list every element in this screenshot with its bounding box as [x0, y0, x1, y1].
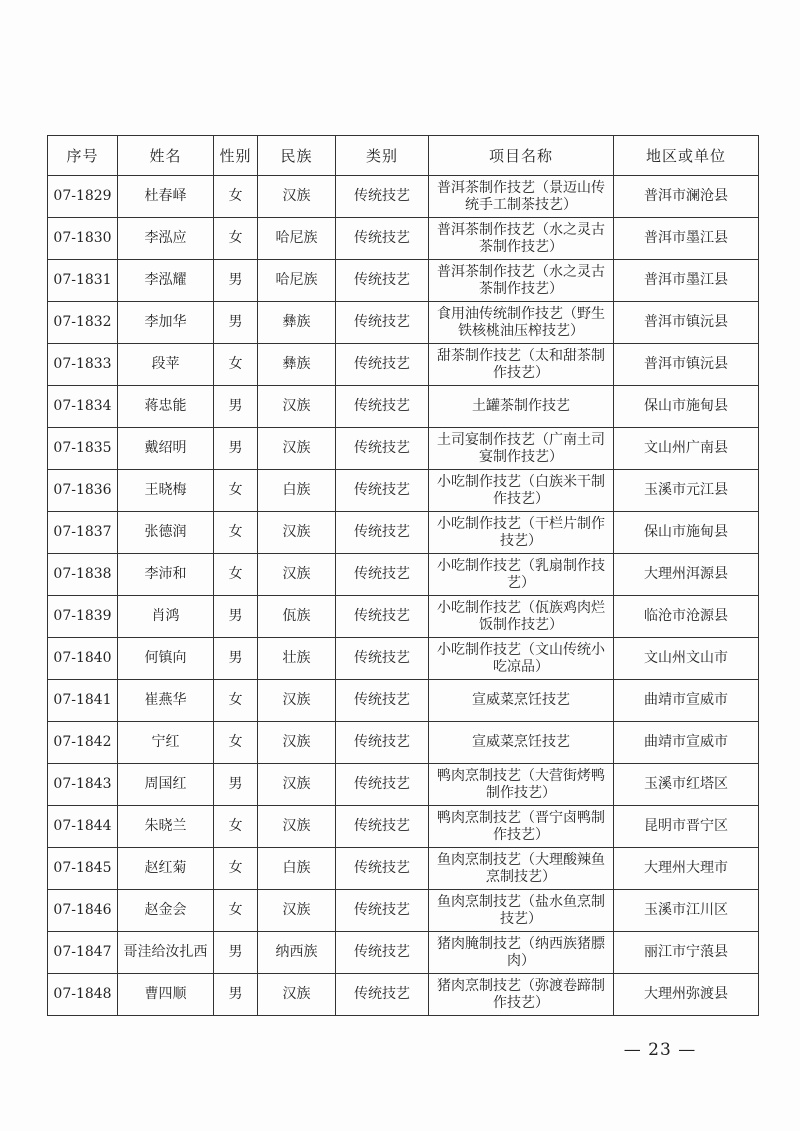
cell-category: 传统技艺: [336, 638, 429, 680]
cell-gender: 女: [214, 890, 258, 932]
cell-project: 鱼肉烹制技艺（大理酸辣鱼烹制技艺）: [429, 848, 614, 890]
table-row: [48, 638, 759, 680]
table-row: [48, 932, 759, 974]
cell-ethnicity: 汉族: [258, 764, 336, 806]
cell-project: 小吃制作技艺（佤族鸡肉烂饭制作技艺）: [429, 596, 614, 638]
page-number: — 23 —: [623, 1040, 697, 1060]
cell-name: 杜春峄: [118, 176, 214, 218]
cell-region: 普洱市澜沧县: [614, 176, 759, 218]
cell-region: 玉溪市江川区: [614, 890, 759, 932]
table-row: [48, 218, 759, 260]
cell-category: 传统技艺: [336, 344, 429, 386]
cell-project: 鸭肉烹制技艺（晋宁卤鸭制作技艺）: [429, 806, 614, 848]
table-row: [48, 764, 759, 806]
cell-category: 传统技艺: [336, 386, 429, 428]
cell-gender: 女: [214, 680, 258, 722]
inheritor-table: [47, 135, 759, 1016]
cell-project: 小吃制作技艺（乳扇制作技艺）: [429, 554, 614, 596]
cell-gender: 女: [214, 848, 258, 890]
cell-gender: 女: [214, 176, 258, 218]
cell-gender: 男: [214, 932, 258, 974]
cell-ethnicity: 汉族: [258, 680, 336, 722]
cell-project: 普洱茶制作技艺（水之灵古茶制作技艺）: [429, 260, 614, 302]
cell-name: 赵红菊: [118, 848, 214, 890]
cell-ethnicity: 汉族: [258, 428, 336, 470]
cell-project: 普洱茶制作技艺（景迈山传统手工制茶技艺）: [429, 176, 614, 218]
cell-project: 鱼肉烹制技艺（盐水鱼烹制技艺）: [429, 890, 614, 932]
cell-gender: 男: [214, 596, 258, 638]
cell-ethnicity: 汉族: [258, 806, 336, 848]
table-row: [48, 512, 759, 554]
cell-category: 传统技艺: [336, 512, 429, 554]
cell-region: 玉溪市元江县: [614, 470, 759, 512]
cell-region: 大理州洱源县: [614, 554, 759, 596]
cell-region: 普洱市镇沅县: [614, 302, 759, 344]
cell-region: 保山市施甸县: [614, 512, 759, 554]
cell-category: 传统技艺: [336, 302, 429, 344]
cell-gender: 男: [214, 764, 258, 806]
cell-category: 传统技艺: [336, 722, 429, 764]
cell-id: 07-1834: [48, 386, 118, 428]
cell-name: 周国红: [118, 764, 214, 806]
cell-id: 07-1848: [48, 974, 118, 1016]
cell-name: 赵金会: [118, 890, 214, 932]
cell-id: 07-1839: [48, 596, 118, 638]
cell-category: 传统技艺: [336, 428, 429, 470]
cell-ethnicity: 汉族: [258, 176, 336, 218]
cell-region: 保山市施甸县: [614, 386, 759, 428]
cell-ethnicity: 汉族: [258, 386, 336, 428]
table-row: [48, 890, 759, 932]
cell-region: 玉溪市红塔区: [614, 764, 759, 806]
cell-category: 传统技艺: [336, 554, 429, 596]
table-row: [48, 596, 759, 638]
cell-region: 普洱市镇沅县: [614, 344, 759, 386]
cell-gender: 女: [214, 722, 258, 764]
cell-gender: 女: [214, 512, 258, 554]
cell-gender: 女: [214, 470, 258, 512]
cell-ethnicity: 白族: [258, 848, 336, 890]
cell-name: 李泓耀: [118, 260, 214, 302]
cell-name: 戴绍明: [118, 428, 214, 470]
cell-project: 猪肉烹制技艺（弥渡卷蹄制作技艺）: [429, 974, 614, 1016]
cell-region: 普洱市墨江县: [614, 218, 759, 260]
cell-category: 传统技艺: [336, 848, 429, 890]
cell-ethnicity: 汉族: [258, 512, 336, 554]
cell-name: 李加华: [118, 302, 214, 344]
cell-project: 鸭肉烹制技艺（大营街烤鸭制作技艺）: [429, 764, 614, 806]
cell-id: 07-1847: [48, 932, 118, 974]
table-row: [48, 848, 759, 890]
header-category: 类别: [336, 136, 429, 176]
cell-project: 猪肉腌制技艺（纳西族猪膘肉）: [429, 932, 614, 974]
cell-ethnicity: 白族: [258, 470, 336, 512]
cell-region: 临沧市沧源县: [614, 596, 759, 638]
cell-category: 传统技艺: [336, 806, 429, 848]
cell-project: 宣威菜烹饪技艺: [429, 680, 614, 722]
cell-project: 小吃制作技艺（干栏片制作技艺）: [429, 512, 614, 554]
cell-project: 甜茶制作技艺（太和甜茶制作技艺）: [429, 344, 614, 386]
cell-name: 蒋忠能: [118, 386, 214, 428]
cell-region: 普洱市墨江县: [614, 260, 759, 302]
cell-region: 大理州大理市: [614, 848, 759, 890]
cell-category: 传统技艺: [336, 176, 429, 218]
cell-ethnicity: 汉族: [258, 974, 336, 1016]
table-row: [48, 806, 759, 848]
cell-id: 07-1838: [48, 554, 118, 596]
cell-name: 张德润: [118, 512, 214, 554]
cell-name: 李泓应: [118, 218, 214, 260]
cell-category: 传统技艺: [336, 596, 429, 638]
cell-gender: 女: [214, 806, 258, 848]
table-row: [48, 176, 759, 218]
header-ethnicity: 民族: [258, 136, 336, 176]
cell-ethnicity: 哈尼族: [258, 260, 336, 302]
cell-name: 宁红: [118, 722, 214, 764]
cell-ethnicity: 汉族: [258, 722, 336, 764]
cell-region: 昆明市晋宁区: [614, 806, 759, 848]
cell-category: 传统技艺: [336, 764, 429, 806]
cell-ethnicity: 彝族: [258, 344, 336, 386]
cell-id: 07-1840: [48, 638, 118, 680]
cell-category: 传统技艺: [336, 470, 429, 512]
cell-name: 哥洼给汝扎西: [118, 932, 214, 974]
table-row: [48, 386, 759, 428]
cell-project: 土罐茶制作技艺: [429, 386, 614, 428]
cell-id: 07-1829: [48, 176, 118, 218]
cell-project: 土司宴制作技艺（广南土司宴制作技艺）: [429, 428, 614, 470]
cell-name: 朱晓兰: [118, 806, 214, 848]
cell-name: 崔燕华: [118, 680, 214, 722]
cell-id: 07-1844: [48, 806, 118, 848]
cell-region: 曲靖市宣威市: [614, 722, 759, 764]
cell-region: 曲靖市宣威市: [614, 680, 759, 722]
header-region: 地区或单位: [614, 136, 759, 176]
cell-id: 07-1841: [48, 680, 118, 722]
cell-ethnicity: 汉族: [258, 554, 336, 596]
cell-id: 07-1832: [48, 302, 118, 344]
table-row: [48, 344, 759, 386]
cell-category: 传统技艺: [336, 218, 429, 260]
table-row: [48, 260, 759, 302]
cell-category: 传统技艺: [336, 890, 429, 932]
table-row: [48, 680, 759, 722]
cell-gender: 女: [214, 344, 258, 386]
cell-name: 何镇向: [118, 638, 214, 680]
cell-ethnicity: 壮族: [258, 638, 336, 680]
cell-ethnicity: 哈尼族: [258, 218, 336, 260]
header-id: 序号: [48, 136, 118, 176]
cell-region: 丽江市宁蒗县: [614, 932, 759, 974]
table-body: [48, 176, 759, 1016]
table-row: [48, 722, 759, 764]
cell-gender: 男: [214, 302, 258, 344]
cell-ethnicity: 汉族: [258, 890, 336, 932]
cell-gender: 男: [214, 638, 258, 680]
cell-name: 李沛和: [118, 554, 214, 596]
cell-id: 07-1837: [48, 512, 118, 554]
cell-id: 07-1835: [48, 428, 118, 470]
cell-ethnicity: 佤族: [258, 596, 336, 638]
cell-region: 文山州广南县: [614, 428, 759, 470]
cell-project: 宣威菜烹饪技艺: [429, 722, 614, 764]
cell-id: 07-1833: [48, 344, 118, 386]
cell-project: 小吃制作技艺（白族米干制作技艺）: [429, 470, 614, 512]
header-name: 姓名: [118, 136, 214, 176]
table-row: [48, 428, 759, 470]
cell-id: 07-1843: [48, 764, 118, 806]
cell-ethnicity: 纳西族: [258, 932, 336, 974]
cell-gender: 女: [214, 554, 258, 596]
cell-gender: 男: [214, 386, 258, 428]
cell-region: 文山州文山市: [614, 638, 759, 680]
cell-project: 食用油传统制作技艺（野生铁核桃油压榨技艺）: [429, 302, 614, 344]
cell-gender: 男: [214, 260, 258, 302]
cell-id: 07-1842: [48, 722, 118, 764]
cell-id: 07-1846: [48, 890, 118, 932]
cell-region: 大理州弥渡县: [614, 974, 759, 1016]
cell-category: 传统技艺: [336, 974, 429, 1016]
table-row: [48, 974, 759, 1016]
cell-id: 07-1836: [48, 470, 118, 512]
cell-gender: 男: [214, 974, 258, 1016]
cell-gender: 男: [214, 428, 258, 470]
table-header-row: [48, 136, 759, 176]
cell-ethnicity: 彝族: [258, 302, 336, 344]
table-row: [48, 470, 759, 512]
cell-project: 小吃制作技艺（文山传统小吃凉品）: [429, 638, 614, 680]
cell-id: 07-1830: [48, 218, 118, 260]
table-row: [48, 302, 759, 344]
header-project: 项目名称: [429, 136, 614, 176]
cell-name: 肖鸿: [118, 596, 214, 638]
table-row: [48, 554, 759, 596]
cell-name: 曹四顺: [118, 974, 214, 1016]
cell-category: 传统技艺: [336, 680, 429, 722]
header-gender: 性别: [214, 136, 258, 176]
cell-category: 传统技艺: [336, 932, 429, 974]
cell-name: 段苹: [118, 344, 214, 386]
cell-project: 普洱茶制作技艺（水之灵古茶制作技艺）: [429, 218, 614, 260]
cell-id: 07-1845: [48, 848, 118, 890]
cell-name: 王晓梅: [118, 470, 214, 512]
cell-id: 07-1831: [48, 260, 118, 302]
cell-gender: 女: [214, 218, 258, 260]
cell-category: 传统技艺: [336, 260, 429, 302]
